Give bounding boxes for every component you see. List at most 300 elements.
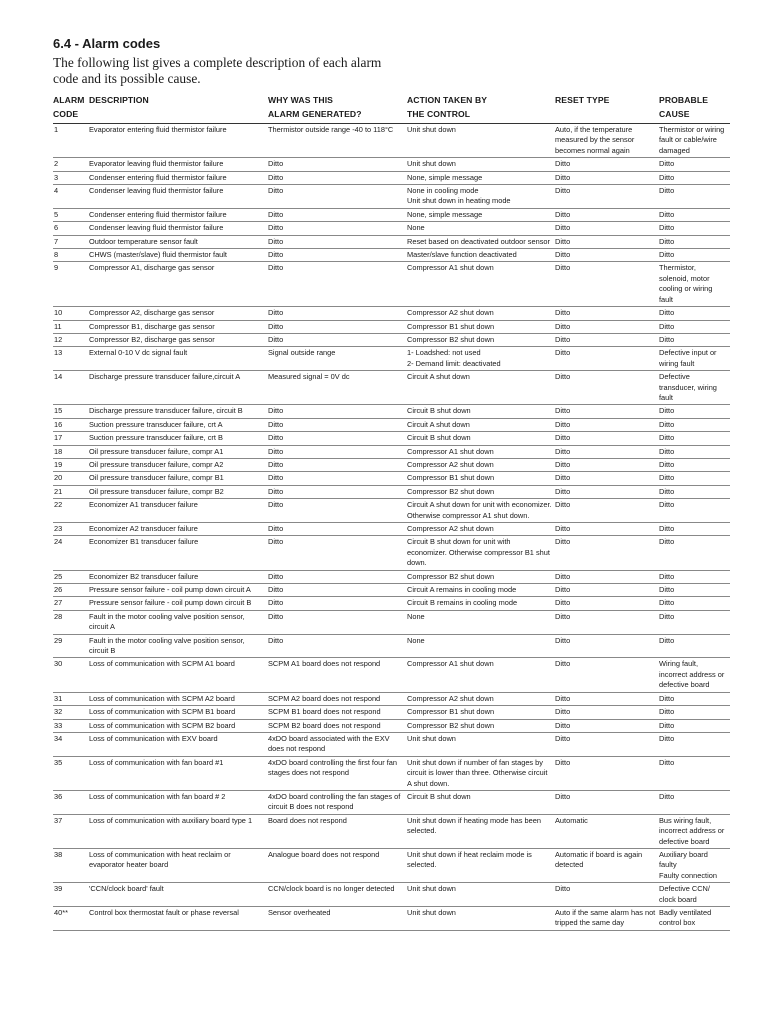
cell-action-taken: Compressor B2 shut down [407,333,555,346]
cell-description: Discharge pressure transducer failure,circuit A [89,371,268,405]
cell-reset-type: Ditto [555,790,659,814]
cell-reset-type: Ditto [555,171,659,184]
header-row [53,93,730,124]
cell-action-taken: Circuit B shut down for unit with economizer. Otherwise compressor B1 shut down. [407,536,555,570]
cell-description: Compressor B2, discharge gas sensor [89,333,268,346]
cell-why-generated: Sensor overheated [268,907,407,931]
table-header [53,93,730,124]
cell-probable-cause: Ditto [659,405,730,418]
cell-action-taken: None, simple message [407,171,555,184]
cell-alarm-code: 11 [53,320,89,333]
cell-why-generated: Measured signal = 0V dc [268,371,407,405]
cell-why-generated: SCPM B2 board does not respond [268,719,407,732]
cell-reset-type: Ditto [555,222,659,235]
cell-description: Pressure sensor failure - coil pump down circuit A [89,584,268,597]
cell-reset-type: Ditto [555,320,659,333]
cell-action-taken: Circuit A remains in cooling mode [407,584,555,597]
cell-why-generated: Ditto [268,523,407,536]
column-header-description [89,93,268,124]
cell-probable-cause: Ditto [659,185,730,209]
cell-reset-type: Ditto [555,584,659,597]
cell-probable-cause: Defective CCN/ clock board [659,883,730,907]
cell-probable-cause: Ditto [659,235,730,248]
column-header-line: CAUSE [659,109,690,119]
cell-alarm-code: 37 [53,814,89,848]
cell-probable-cause: Ditto [659,706,730,719]
cell-why-generated: Ditto [268,222,407,235]
cell-action-taken: Reset based on deactivated outdoor sensor [407,235,555,248]
table-row [53,848,730,882]
cell-why-generated: Ditto [268,485,407,498]
table-row [53,320,730,333]
cell-why-generated: 4xDO board associated with the EXV does not respond [268,732,407,756]
cell-action-taken: Circuit A shut down [407,418,555,431]
column-header-line: ALARM [53,95,85,105]
cell-alarm-code: 24 [53,536,89,570]
cell-why-generated: Ditto [268,610,407,634]
cell-description: Condenser entering fluid thermistor failure [89,208,268,221]
cell-probable-cause: Ditto [659,719,730,732]
column-header-line: ALARM GENERATED? [268,109,362,119]
table-row [53,333,730,346]
cell-why-generated: Ditto [268,472,407,485]
cell-action-taken: Compressor B2 shut down [407,570,555,583]
cell-action-taken: 1- Loadshed: not used 2- Demand limit: deactivated [407,347,555,371]
cell-description: Loss of communication with SCPM B2 board [89,719,268,732]
cell-description: External 0-10 V dc signal fault [89,347,268,371]
cell-why-generated: Analogue board does not respond [268,848,407,882]
cell-action-taken: Compressor A1 shut down [407,445,555,458]
table-row [53,432,730,445]
cell-alarm-code: 23 [53,523,89,536]
cell-alarm-code: 26 [53,584,89,597]
cell-action-taken: Circuit A shut down [407,371,555,405]
cell-description: Loss of communication with heat reclaim or evaporator heater board [89,848,268,882]
cell-reset-type: Ditto [555,262,659,307]
table-row [53,814,730,848]
cell-action-taken: Circuit B shut down [407,790,555,814]
cell-why-generated: Thermistor outside range -40 to 118°C [268,124,407,158]
cell-why-generated: Ditto [268,634,407,658]
table-row [53,262,730,307]
cell-alarm-code: 25 [53,570,89,583]
cell-probable-cause: Ditto [659,499,730,523]
cell-why-generated: Ditto [268,432,407,445]
cell-action-taken: Compressor A2 shut down [407,523,555,536]
table-row [53,536,730,570]
table-row [53,405,730,418]
cell-why-generated: Signal outside range [268,347,407,371]
cell-reset-type: Ditto [555,249,659,262]
cell-description: Oil pressure transducer failure, compr A1 [89,445,268,458]
cell-why-generated: Ditto [268,249,407,262]
cell-action-taken: None [407,610,555,634]
cell-alarm-code: 19 [53,458,89,471]
cell-alarm-code: 14 [53,371,89,405]
cell-reset-type: Ditto [555,208,659,221]
cell-reset-type: Ditto [555,756,659,790]
cell-description: Evaporator entering fluid thermistor failure [89,124,268,158]
cell-description: Fault in the motor cooling valve position sensor, circuit A [89,610,268,634]
cell-probable-cause: Thermistor or wiring fault or cable/wire damaged [659,124,730,158]
cell-why-generated: CCN/clock board is no longer detected [268,883,407,907]
table-row [53,371,730,405]
cell-reset-type: Ditto [555,597,659,610]
cell-probable-cause: Badly ventilated control box [659,907,730,931]
cell-description: Economizer B2 transducer failure [89,570,268,583]
cell-action-taken: None [407,222,555,235]
cell-reset-type: Ditto [555,371,659,405]
cell-why-generated: Board does not respond [268,814,407,848]
cell-description: Oil pressure transducer failure, compr A2 [89,458,268,471]
cell-probable-cause: Ditto [659,307,730,320]
cell-description: Oil pressure transducer failure, compr B2 [89,485,268,498]
column-header-line: THE CONTROL [407,109,471,119]
cell-description: Evaporator leaving fluid thermistor failure [89,158,268,171]
cell-probable-cause: Defective input or wiring fault [659,347,730,371]
cell-probable-cause: Ditto [659,732,730,756]
cell-alarm-code: 8 [53,249,89,262]
cell-description: Control box thermostat fault or phase reversal [89,907,268,931]
cell-reset-type: Ditto [555,405,659,418]
cell-probable-cause: Ditto [659,485,730,498]
cell-action-taken: Unit shut down if number of fan stages by circuit is lower than three. Otherwise circuit A shut down. [407,756,555,790]
cell-probable-cause: Ditto [659,320,730,333]
cell-alarm-code: 34 [53,732,89,756]
cell-description: Loss of communication with EXV board [89,732,268,756]
table-row [53,756,730,790]
cell-alarm-code: 31 [53,692,89,705]
cell-action-taken: Unit shut down if heat reclaim mode is selected. [407,848,555,882]
table-row [53,658,730,692]
cell-reset-type: Ditto [555,499,659,523]
cell-reset-type: Ditto [555,458,659,471]
cell-alarm-code: 27 [53,597,89,610]
cell-probable-cause: Bus wiring fault, incorrect address or defective board [659,814,730,848]
table-row [53,790,730,814]
cell-why-generated: 4xDO board controlling the first four fan stages does not respond [268,756,407,790]
cell-probable-cause: Wiring fault, incorrect address or defective board [659,658,730,692]
cell-probable-cause: Ditto [659,458,730,471]
cell-probable-cause: Ditto [659,610,730,634]
cell-action-taken: Unit shut down if heating mode has been selected. [407,814,555,848]
cell-action-taken: Compressor B2 shut down [407,485,555,498]
cell-description: Suction pressure transducer failure, crt B [89,432,268,445]
cell-reset-type: Ditto [555,634,659,658]
cell-description: 'CCN/clock board' fault [89,883,268,907]
table-row [53,171,730,184]
cell-probable-cause: Ditto [659,418,730,431]
table-row [53,499,730,523]
table-row [53,458,730,471]
table-row [53,249,730,262]
cell-alarm-code: 40** [53,907,89,931]
cell-reset-type: Auto, if the temperature measured by the sensor becomes normal again [555,124,659,158]
table-row [53,347,730,371]
cell-action-taken: Unit shut down [407,907,555,931]
cell-alarm-code: 20 [53,472,89,485]
cell-alarm-code: 15 [53,405,89,418]
column-header-line: CODE [53,109,79,119]
cell-reset-type: Ditto [555,719,659,732]
cell-probable-cause: Ditto [659,171,730,184]
table-row [53,523,730,536]
cell-reset-type: Auto if the same alarm has not tripped the same day [555,907,659,931]
cell-alarm-code: 3 [53,171,89,184]
section-title: 6.4 - Alarm codes [53,36,161,51]
table-row [53,597,730,610]
cell-probable-cause: Ditto [659,536,730,570]
cell-action-taken: Compressor A2 shut down [407,307,555,320]
cell-action-taken: Circuit B remains in cooling mode [407,597,555,610]
column-header-why-generated [268,93,407,124]
cell-reset-type: Automatic [555,814,659,848]
cell-description: Economizer A2 transducer failure [89,523,268,536]
table-row [53,732,730,756]
cell-action-taken: Unit shut down [407,883,555,907]
cell-probable-cause: Ditto [659,570,730,583]
cell-action-taken: Compressor B1 shut down [407,320,555,333]
cell-reset-type: Ditto [555,485,659,498]
cell-why-generated: Ditto [268,208,407,221]
cell-alarm-code: 22 [53,499,89,523]
table-row [53,706,730,719]
cell-action-taken: Compressor A2 shut down [407,458,555,471]
alarm-codes-table [53,93,730,931]
table-row [53,719,730,732]
cell-why-generated: Ditto [268,458,407,471]
cell-description: Condenser leaving fluid thermistor failure [89,185,268,209]
cell-why-generated: Ditto [268,235,407,248]
cell-action-taken: Compressor A1 shut down [407,658,555,692]
cell-probable-cause: Ditto [659,692,730,705]
table-row [53,907,730,931]
cell-probable-cause: Ditto [659,158,730,171]
cell-reset-type: Ditto [555,610,659,634]
cell-reset-type: Automatic if board is again detected [555,848,659,882]
cell-action-taken: Unit shut down [407,158,555,171]
cell-action-taken: Circuit B shut down [407,405,555,418]
cell-action-taken: None, simple message [407,208,555,221]
cell-why-generated: Ditto [268,418,407,431]
cell-why-generated: Ditto [268,597,407,610]
table-row [53,692,730,705]
column-header-alarm-code [53,93,89,124]
column-header-line: RESET TYPE [555,95,610,105]
cell-why-generated: Ditto [268,570,407,583]
table-row [53,584,730,597]
cell-alarm-code: 13 [53,347,89,371]
table-body [53,124,730,931]
cell-reset-type: Ditto [555,883,659,907]
cell-alarm-code: 7 [53,235,89,248]
cell-description: Condenser entering fluid thermistor failure [89,171,268,184]
cell-description: Oil pressure transducer failure, compr B1 [89,472,268,485]
cell-why-generated: 4xDO board controlling the fan stages of circuit B does not respond [268,790,407,814]
cell-probable-cause: Ditto [659,756,730,790]
cell-action-taken: None in cooling mode Unit shut down in heating mode [407,185,555,209]
cell-alarm-code: 17 [53,432,89,445]
cell-probable-cause: Ditto [659,634,730,658]
table-row [53,222,730,235]
cell-probable-cause: Ditto [659,333,730,346]
cell-reset-type: Ditto [555,432,659,445]
cell-probable-cause: Defective transducer, wiring fault [659,371,730,405]
table-row [53,445,730,458]
cell-description: Loss of communication with SCPM A2 board [89,692,268,705]
table-row [53,418,730,431]
table-row [53,307,730,320]
cell-probable-cause: Auxiliary board faulty Faulty connection [659,848,730,882]
cell-reset-type: Ditto [555,472,659,485]
table-row [53,485,730,498]
cell-reset-type: Ditto [555,570,659,583]
cell-description: Loss of communication with auxiliary board type 1 [89,814,268,848]
cell-reset-type: Ditto [555,692,659,705]
cell-why-generated: Ditto [268,405,407,418]
cell-action-taken: Circuit B shut down [407,432,555,445]
cell-action-taken: Compressor A1 shut down [407,262,555,307]
cell-alarm-code: 5 [53,208,89,221]
cell-action-taken: Unit shut down [407,732,555,756]
cell-reset-type: Ditto [555,732,659,756]
cell-description: Economizer B1 transducer failure [89,536,268,570]
cell-description: Economizer A1 transducer failure [89,499,268,523]
cell-probable-cause: Ditto [659,249,730,262]
cell-alarm-code: 29 [53,634,89,658]
cell-why-generated: Ditto [268,185,407,209]
table-row [53,634,730,658]
cell-description: Compressor A2, discharge gas sensor [89,307,268,320]
cell-alarm-code: 32 [53,706,89,719]
cell-description: Suction pressure transducer failure, crt A [89,418,268,431]
cell-description: Loss of communication with fan board #1 [89,756,268,790]
cell-why-generated: Ditto [268,307,407,320]
table-row [53,185,730,209]
cell-why-generated: SCPM B1 board does not respond [268,706,407,719]
column-header-line: WHY WAS THIS [268,95,334,105]
cell-reset-type: Ditto [555,347,659,371]
column-header-line: PROBABLE [659,95,709,105]
cell-probable-cause: Ditto [659,790,730,814]
cell-why-generated: SCPM A1 board does not respond [268,658,407,692]
cell-reset-type: Ditto [555,658,659,692]
cell-reset-type: Ditto [555,418,659,431]
table-row [53,208,730,221]
table-row [53,610,730,634]
cell-description: Condenser leaving fluid thermistor failure [89,222,268,235]
cell-description: Compressor A1, discharge gas sensor [89,262,268,307]
cell-description: Loss of communication with fan board # 2 [89,790,268,814]
cell-reset-type: Ditto [555,158,659,171]
cell-why-generated: Ditto [268,536,407,570]
cell-probable-cause: Ditto [659,208,730,221]
cell-action-taken: Compressor A2 shut down [407,692,555,705]
cell-probable-cause: Thermistor, solenoid, motor cooling or wiring fault [659,262,730,307]
cell-action-taken: Unit shut down [407,124,555,158]
cell-reset-type: Ditto [555,523,659,536]
cell-probable-cause: Ditto [659,523,730,536]
column-header-probable-cause [659,93,730,124]
cell-why-generated: Ditto [268,499,407,523]
table-row [53,570,730,583]
document-page [53,36,730,931]
table-row [53,158,730,171]
cell-reset-type: Ditto [555,445,659,458]
cell-action-taken: Compressor B1 shut down [407,706,555,719]
cell-alarm-code: 2 [53,158,89,171]
cell-action-taken: Compressor B2 shut down [407,719,555,732]
cell-probable-cause: Ditto [659,445,730,458]
column-header-action-taken [407,93,555,124]
cell-reset-type: Ditto [555,185,659,209]
cell-action-taken: None [407,634,555,658]
cell-reset-type: Ditto [555,333,659,346]
cell-why-generated: Ditto [268,158,407,171]
column-header-line: ACTION TAKEN BY [407,95,488,105]
cell-alarm-code: 36 [53,790,89,814]
table-row [53,883,730,907]
cell-reset-type: Ditto [555,706,659,719]
cell-probable-cause: Ditto [659,584,730,597]
cell-alarm-code: 28 [53,610,89,634]
cell-alarm-code: 1 [53,124,89,158]
cell-why-generated: Ditto [268,333,407,346]
cell-probable-cause: Ditto [659,222,730,235]
cell-alarm-code: 18 [53,445,89,458]
cell-probable-cause: Ditto [659,432,730,445]
cell-alarm-code: 4 [53,185,89,209]
cell-alarm-code: 30 [53,658,89,692]
cell-alarm-code: 38 [53,848,89,882]
column-header-line: DESCRIPTION [89,95,149,105]
cell-description: Discharge pressure transducer failure, circuit B [89,405,268,418]
cell-alarm-code: 16 [53,418,89,431]
cell-description: Loss of communication with SCPM A1 board [89,658,268,692]
cell-action-taken: Compressor B1 shut down [407,472,555,485]
cell-alarm-code: 9 [53,262,89,307]
cell-why-generated: Ditto [268,445,407,458]
cell-why-generated: Ditto [268,584,407,597]
column-header-line [89,107,268,121]
intro-paragraph: The following list gives a complete description of each alarm code and its possible cause. [53,55,382,86]
cell-action-taken: Circuit A shut down for unit with economizer. Otherwise compressor A1 shut down. [407,499,555,523]
cell-description: Compressor B1, discharge gas sensor [89,320,268,333]
cell-why-generated: SCPM A2 board does not respond [268,692,407,705]
cell-description: CHWS (master/slave) fluid thermistor fault [89,249,268,262]
table-row [53,472,730,485]
cell-alarm-code: 10 [53,307,89,320]
cell-description: Pressure sensor failure - coil pump down circuit B [89,597,268,610]
table-row [53,235,730,248]
column-header-reset-type [555,93,659,124]
cell-alarm-code: 21 [53,485,89,498]
cell-why-generated: Ditto [268,320,407,333]
cell-probable-cause: Ditto [659,597,730,610]
cell-why-generated: Ditto [268,171,407,184]
cell-probable-cause: Ditto [659,472,730,485]
cell-action-taken: Master/slave function deactivated [407,249,555,262]
cell-reset-type: Ditto [555,536,659,570]
cell-alarm-code: 35 [53,756,89,790]
cell-alarm-code: 39 [53,883,89,907]
cell-reset-type: Ditto [555,307,659,320]
cell-alarm-code: 33 [53,719,89,732]
cell-description: Outdoor temperature sensor fault [89,235,268,248]
cell-reset-type: Ditto [555,235,659,248]
cell-description: Fault in the motor cooling valve position sensor, circuit B [89,634,268,658]
cell-alarm-code: 12 [53,333,89,346]
